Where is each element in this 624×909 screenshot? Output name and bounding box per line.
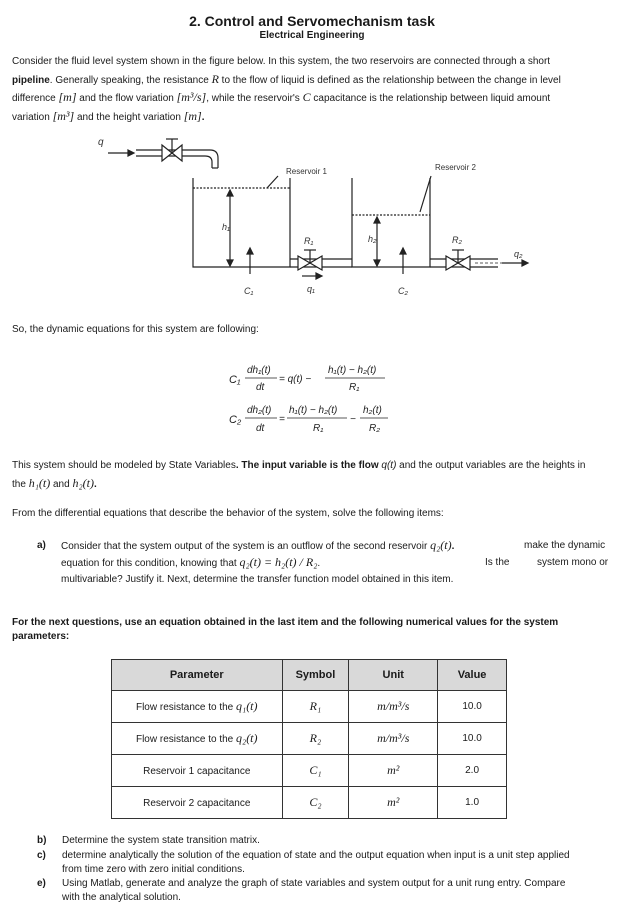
item-a-text: multivariable? Justify it. Next, determine the transfer function model obtained in this item. xyxy=(61,574,454,585)
intro-text: pipeline xyxy=(12,74,50,86)
state-math: h₂(t) xyxy=(72,475,94,490)
param-math: q₁(t) xyxy=(236,699,258,713)
cell-symbol: R₁ xyxy=(282,691,349,723)
eq1-coefficient: C₁ xyxy=(229,374,241,386)
item-a-text: . xyxy=(317,558,321,569)
label-h2: h₂ xyxy=(368,234,377,244)
cell-value: 10.0 xyxy=(438,723,507,755)
outflow-arrowhead xyxy=(522,260,528,266)
dynamic-equations xyxy=(225,357,405,445)
cell-symbol: C₁ xyxy=(282,755,349,787)
cell-parameter xyxy=(112,723,283,755)
eq1-derivative-den: dt xyxy=(256,382,265,393)
label-r1: R₁ xyxy=(304,236,314,246)
dynamics-intro: So, the dynamic equations for this system are following: xyxy=(12,324,259,335)
state-text: and the output variables are the heights in xyxy=(396,460,586,471)
eq2-fraction2-den: R₂ xyxy=(369,423,381,434)
intro-math: C xyxy=(302,90,311,104)
item-label: e) xyxy=(37,878,46,889)
param-text: Reservoir 2 capacitance xyxy=(143,798,251,809)
intro-math: [m] xyxy=(58,90,77,104)
page-title: 2. Control and Servomechanism task xyxy=(189,13,435,29)
state-text: the xyxy=(12,478,29,490)
eq2-coefficient: C₂ xyxy=(229,414,242,426)
item-a xyxy=(37,537,617,591)
label-q1: q₁ xyxy=(307,284,315,294)
table-row xyxy=(112,691,507,723)
inlet-valve-icon xyxy=(162,139,182,161)
item-label: c) xyxy=(37,850,46,861)
header-unit: Unit xyxy=(349,660,438,691)
eq2-fraction1-num: h₁(t) − h₂(t) xyxy=(289,405,338,416)
header-symbol: Symbol xyxy=(282,660,349,691)
intro-text: . Generally speaking, the resistance xyxy=(49,74,212,86)
item-text: Using Matlab, generate and analyze the graph of state variables and system output for a unit rung entry. Compare xyxy=(62,878,566,889)
parameter-table xyxy=(111,659,507,819)
cell-value: 10.0 xyxy=(438,691,507,723)
cell-parameter xyxy=(112,787,283,819)
param-math: q₂(t) xyxy=(236,731,258,745)
eq2-minus: − xyxy=(350,414,356,425)
eq1-middle: = q(t) − xyxy=(279,374,312,385)
cell-value: 2.0 xyxy=(438,755,507,787)
label-reservoir-1: Reservoir 1 xyxy=(286,167,327,176)
cell-unit: m² xyxy=(349,755,438,787)
eq1-fraction-num: h₁(t) − h₂(t) xyxy=(328,365,377,376)
header-value: Value xyxy=(438,660,507,691)
intro-text: , while the reservoir's xyxy=(206,93,303,104)
intro-text: and the height variation xyxy=(74,111,184,123)
intro-text: capacitance is the relationship between liquid amount xyxy=(310,93,551,104)
inflow-arrowhead xyxy=(128,150,134,156)
item-text: Determine the system state transition matrix. xyxy=(62,835,260,846)
item-a-text: Consider that the system output of the system is an outflow of the second reservoir xyxy=(61,541,431,552)
cell-symbol: C₂ xyxy=(282,787,349,819)
list-item-c xyxy=(37,849,617,877)
tank-2 xyxy=(352,178,430,267)
intro-math: [m³/s] xyxy=(176,90,207,104)
item-a-label: a) xyxy=(37,540,46,551)
cell-unit: m/m³/s xyxy=(349,723,438,755)
label-r2: R₂ xyxy=(452,235,462,245)
state-math: q(t) xyxy=(381,460,397,471)
intro-math: [m] xyxy=(183,108,202,123)
header-parameter: Parameter xyxy=(112,660,283,691)
list-item-e xyxy=(37,877,617,905)
table-row xyxy=(112,723,507,755)
intro-paragraph xyxy=(12,53,617,126)
intro-math: R xyxy=(211,71,219,86)
eq2-derivative-num: dh₂(t) xyxy=(247,405,272,416)
eq2-fraction2-num: h₂(t) xyxy=(363,405,382,416)
item-text: determine analytically the solution of the equation of state and the output equation when input is a unit step applied xyxy=(62,850,570,861)
item-a-text: make the dynamic xyxy=(524,540,606,551)
next-questions-heading: For the next questions, use an equation obtained in the last item and the following numerical values for the system parameters: xyxy=(12,617,559,642)
eq2-fraction1-den: R₁ xyxy=(313,423,324,434)
cell-value: 1.0 xyxy=(438,787,507,819)
table-header-row xyxy=(112,660,507,691)
label-c1: C₁ xyxy=(244,286,254,296)
label-h1: h₁ xyxy=(222,222,230,232)
page-subtitle: Electrical Engineering xyxy=(259,30,365,41)
tank-1 xyxy=(193,178,290,267)
intro-math: [m³] xyxy=(52,108,75,123)
eq2-equals: = xyxy=(279,414,285,425)
state-variables-paragraph xyxy=(12,457,617,493)
item-a-text: system mono or xyxy=(537,557,609,568)
fluid-level-diagram xyxy=(90,130,540,305)
eq2-derivative-den: dt xyxy=(256,423,265,434)
intro-text: difference xyxy=(12,93,59,104)
item-a-math: q₂(t) xyxy=(430,538,452,552)
label-c2: C₂ xyxy=(398,286,408,296)
cell-unit: m/m³/s xyxy=(349,691,438,723)
intro-text: . xyxy=(201,111,205,123)
label-reservoir-2: Reservoir 2 xyxy=(435,163,476,172)
cell-symbol: R₂ xyxy=(282,723,349,755)
label-q2: q₂ xyxy=(514,249,523,259)
intro-text: variation xyxy=(12,111,53,123)
eq1-fraction-den: R₁ xyxy=(349,382,360,393)
item-a-text: Is the xyxy=(485,557,510,568)
list-item-b xyxy=(37,834,617,848)
label-q: q xyxy=(98,137,104,148)
intro-text: to the flow of liquid is defined as the relationship between the change in level xyxy=(218,74,561,86)
state-text: This system should be modeled by State Variables xyxy=(12,460,236,471)
from-paragraph: From the differential equations that describe the behavior of the system, solve the following items: xyxy=(12,508,444,519)
state-text: . The input variable is the flow xyxy=(235,460,382,471)
intro-text: and the flow variation xyxy=(76,93,177,104)
param-text: Flow resistance to the xyxy=(135,734,237,745)
param-text: Reservoir 1 capacitance xyxy=(143,766,251,777)
item-a-text: . xyxy=(451,541,455,552)
table-row xyxy=(112,787,507,819)
state-text: and xyxy=(50,478,73,490)
state-text: . xyxy=(93,478,97,490)
state-math: h₁(t) xyxy=(28,475,51,490)
cell-parameter xyxy=(112,755,283,787)
cell-parameter xyxy=(112,691,283,723)
table-row xyxy=(112,755,507,787)
item-text-continued: with the analytical solution. xyxy=(62,892,181,903)
param-text: Flow resistance to the xyxy=(135,702,237,713)
item-a-math: q₂(t) = h₂(t) / R₂ xyxy=(239,555,318,569)
item-label: b) xyxy=(37,835,47,846)
cell-unit: m² xyxy=(349,787,438,819)
item-text-continued: from time zero with zero initial conditions. xyxy=(62,864,245,875)
eq1-derivative-num: dh₁(t) xyxy=(247,365,271,376)
item-a-text: equation for this condition, knowing that xyxy=(61,558,240,569)
intro-text: Consider the fluid level system shown in the figure below. In this system, the two reservoirs are connected through a short xyxy=(12,56,551,67)
